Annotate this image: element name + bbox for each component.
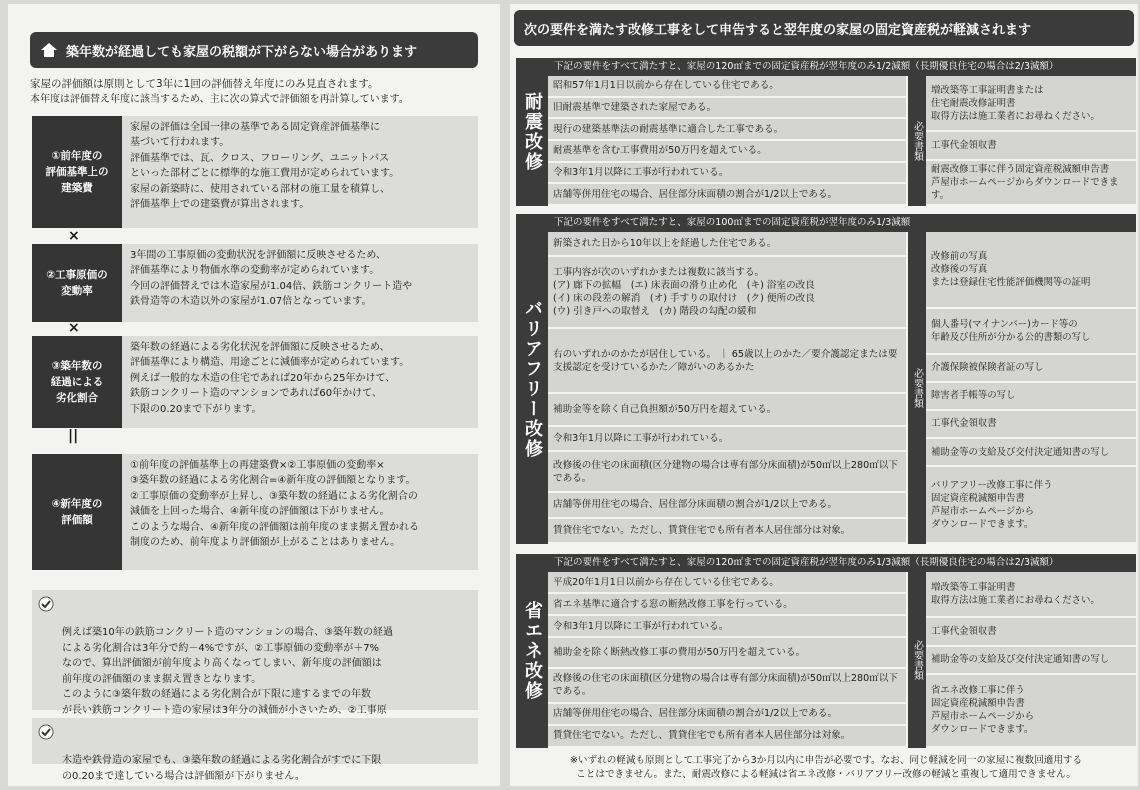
document-item: 省エネ改修工事に伴う 固定資産税減額申告書 芦屋市ホームページから ダウンロードできます。 [926,675,1136,748]
section-energy-saving-header: 下記の要件をすべて満たすと、家屋の120㎡までの固定資産税が翌年度のみ1/3減額（長期優良住宅の場合は2/3減額） [548,554,1136,572]
step-3-text: 築年数の経過による劣化状況を評価額に反映させるため、 評価基準により構造、用途ごとに減価率が定められています。 例えば一般的な木造の住宅であれば20年から25年かけて、 鉄筋コンクリート造のマンションであれば60年かけて、 下限の0.20まで下がります。 [122,336,478,428]
multiply-operator-2: × [68,320,80,336]
section-barrier-free-header: 下記の要件をすべて満たすと、家屋の100㎡までの固定資産税が翌年度のみ1/3減額 [548,214,1136,232]
section-seismic-header: 下記の要件をすべて満たすと、家屋の120㎡までの固定資産税が翌年度のみ1/2減額（長期優良住宅の場合は2/3減額） [548,58,1136,76]
document-item: 改修前の写真 改修後の写真 または登録住宅性能評価機関等の証明 [926,232,1136,309]
example-note-1 [32,590,478,716]
step-2-text: 3年間の工事原価の変動状況を評価額に反映させるため、 評価基準により物価水準の変動率が定められています。 今回の評価替えでは木造家屋が1.04倍、鉄筋コンクリート造や 鉄骨造等の木造以外の家屋が1.07倍となっています。 [122,244,478,322]
step-3 [32,336,478,428]
section-energy-saving [516,554,1136,748]
left-banner-title: 築年数が経過しても家屋の税額が下がらない場合があります [66,44,418,60]
requirement-row: 右のいずれかのかたが居住している。 ｜ 65歳以上のかた／要介護認定または要支援認定を受けているかた／障がいのあるかた [548,329,906,393]
required-docs-label: 必要書類 [908,572,926,748]
requirement-row: 店舗等併用住宅の場合、居住部分床面積の割合が1/2以上である。 [548,493,906,518]
requirement-row: 店舗等併用住宅の場合、居住部分床面積の割合が1/2以上である。 [548,184,906,206]
step-4-label: ④新年度の 評価額 [32,454,122,570]
document-item: 増改築等工事証明書 取得方法は施工業者にお尋ねください。 [926,572,1136,618]
right-banner-title: 次の要件を満たす改修工事をして申告すると翌年度の家屋の固定資産税が軽減されます [524,22,1032,38]
intro-line-1: 家屋の評価額は原則として3年に1回の評価替え年度にのみ見直されます。 [30,78,379,90]
requirement-row: 昭和57年1月1日以前から存在している住宅である。 [548,76,906,98]
step-2-label: ②工事原価の 変動率 [32,244,122,322]
step-1-label: ①前年度の 評価基準上の 建築費 [32,116,122,228]
requirement-row: 省エネ基準に適合する窓の断熱改修工事を行っている。 [548,594,906,616]
requirement-row: 工事内容が次のいずれかまたは複数に該当する。 (ア) 廊下の拡幅 (エ) 床表面の滑り止め化 (キ) 浴室の改良 (イ) 床の段差の解消 (オ) 手すりの取付け (ク) 便所の改良 (ウ) 引き戸への取替え (カ) 階段の勾配の緩和 [548,257,906,329]
section-seismic [516,58,1136,206]
requirement-row: 賃貸住宅でない。ただし、賃貸住宅でも所有者本人居住部分は対象。 [548,726,906,748]
requirement-row: 令和3年1月以降に工事が行われている。 [548,616,906,638]
document-item: 工事代金領収書 [926,618,1136,646]
requirement-row: 平成20年1月1日以前から存在している住宅である。 [548,572,906,594]
document-item: 個人番号(マイナンバー)カード等の 年齢及び住所が分かる公的書類の写し [926,309,1136,355]
requirement-row: 現行の建築基準法の耐震基準に適合した工事である。 [548,119,906,141]
check-circle-icon [38,596,54,612]
document-item: 工事代金領収書 [926,411,1136,439]
requirement-row: 令和3年1月以降に工事が行われている。 [548,163,906,185]
check-circle-icon [38,724,54,740]
step-3-label: ③築年数の 経過による 劣化割合 [32,336,122,428]
requirement-row: 店舗等併用住宅の場合、居住部分床面積の割合が1/2以上である。 [548,704,906,726]
section-barrier-free-title: バリアフリー改修 [516,214,548,544]
required-docs-label: 必要書類 [908,232,926,544]
left-banner [30,32,478,68]
example-note-1-text: 例えば築10年の鉄筋コンクリート造のマンションの場合、③築年数の経過 による劣化割合は3年分で約－4%ですが、②工事原価の変動率が＋7% なので、算出評価額が前年度より高くなってしまい、新年度の評価額は 前年度の評価額のまま据え置きとなります。 このように③築年数の経過による劣化割合が下限に達するまでの年数 が長い鉄筋コンクリート造の家屋は3年分の減価が小さいため、②工事原 [62,627,394,716]
house-icon [40,41,58,59]
requirement-row: 令和3年1月以降に工事が行われている。 [548,427,906,452]
section-barrier-free [516,214,1136,544]
equals-operator: || [68,428,79,444]
requirement-row: 旧耐震基準で建築された家屋である。 [548,98,906,120]
document-item: 耐震改修工事に伴う固定資産税減額申告書 芦屋市ホームページからダウンロードできます。 [926,161,1136,206]
document-item: 補助金等の支給及び交付決定通知書の写し [926,439,1136,467]
example-note-2 [32,718,478,782]
step-2 [32,244,478,322]
document-item: 介護保険被保険者証の写し [926,355,1136,383]
requirement-row: 改修後の住宅の床面積(区分建物の場合は専有部分床面積)が50㎡以上280㎡以下である。 [548,452,906,493]
step-1 [32,116,478,228]
document-item: 障害者手帳等の写し [926,383,1136,411]
step-4-text: ①前年度の評価基準上の再建築費×②工事原価の変動率× ③築年数の経過による劣化割合=④新年度の評価額となります。 ②工事原価の変動率が上昇し、③築年数の経過による劣化割合の 減価を上回った場合、④新年度の評価額は下がりません。 このような場合、④新年度の評価額は前年度のまま据え置かれる 制度のため、前年度より評価額が上がることはありません。 [122,454,478,570]
step-1-text: 家屋の評価は全国一律の基準である固定資産評価基準に 基づいて行われます。 評価基準では、瓦、クロス、フローリング、ユニットバス といった部材ごとに標準的な施工費用が定められています。 家屋の新築時に、使用されている部材の施工量を積算し、 評価基準上での建築費が算出されます。 [122,116,478,228]
requirement-row: 耐震基準を含む工事費用が50万円を超えている。 [548,141,906,163]
right-banner [514,10,1134,46]
requirement-row: 補助金等を除く自己負担額が50万円を超えている。 [548,394,906,427]
left-page [8,4,500,786]
step-4 [32,454,478,570]
right-page [510,4,1138,786]
example-note-2-text: 木造や鉄骨造の家屋でも、③築年数の経過による劣化割合がすでに下限 の0.20まで達している場合は評価額が下がりません。 [62,755,382,782]
document-item: 補助金等の支給及び交付決定通知書の写し [926,647,1136,675]
section-seismic-title: 耐震改修 [516,58,548,206]
required-docs-label: 必要書類 [908,76,926,206]
multiply-operator-1: × [68,228,80,244]
document-item: 増改築等工事証明書または 住宅耐震改修証明書 取得方法は施工業者にお尋ねください。 [926,76,1136,132]
document-item: バリアフリー改修工事に伴う 固定資産税減額申告書 芦屋市ホームページから ダウンロードできます。 [926,467,1136,544]
section-energy-saving-title: 省エネ改修 [516,554,548,748]
document-item: 工事代金領収書 [926,132,1136,161]
requirement-row: 改修後の住宅の床面積(区分建物の場合は専有部分床面積)が50㎡以上280㎡以下である。 [548,669,906,704]
requirement-row: 新築された日から10年以上を経過した住宅である。 [548,232,906,257]
intro-line-2: 本年度は評価替え年度に該当するため、主に次の算式で評価額を再計算しています。 [30,94,409,105]
requirement-row: 賃貸住宅でない。ただし、賃貸住宅でも所有者本人居住部分は対象。 [548,519,906,544]
requirement-row: 補助金を除く断熱改修工事の費用が50万円を超えている。 [548,638,906,668]
footnote: ※いずれの軽減も原則として工事完了から3か月以内に申告が必要です。なお、同じ軽減を同一の家屋に複数回適用する ことはできません。また、耐震改修による軽減は省エネ改修・バリアフリー改修の軽減と重複して適用できません。 [569,755,1083,780]
